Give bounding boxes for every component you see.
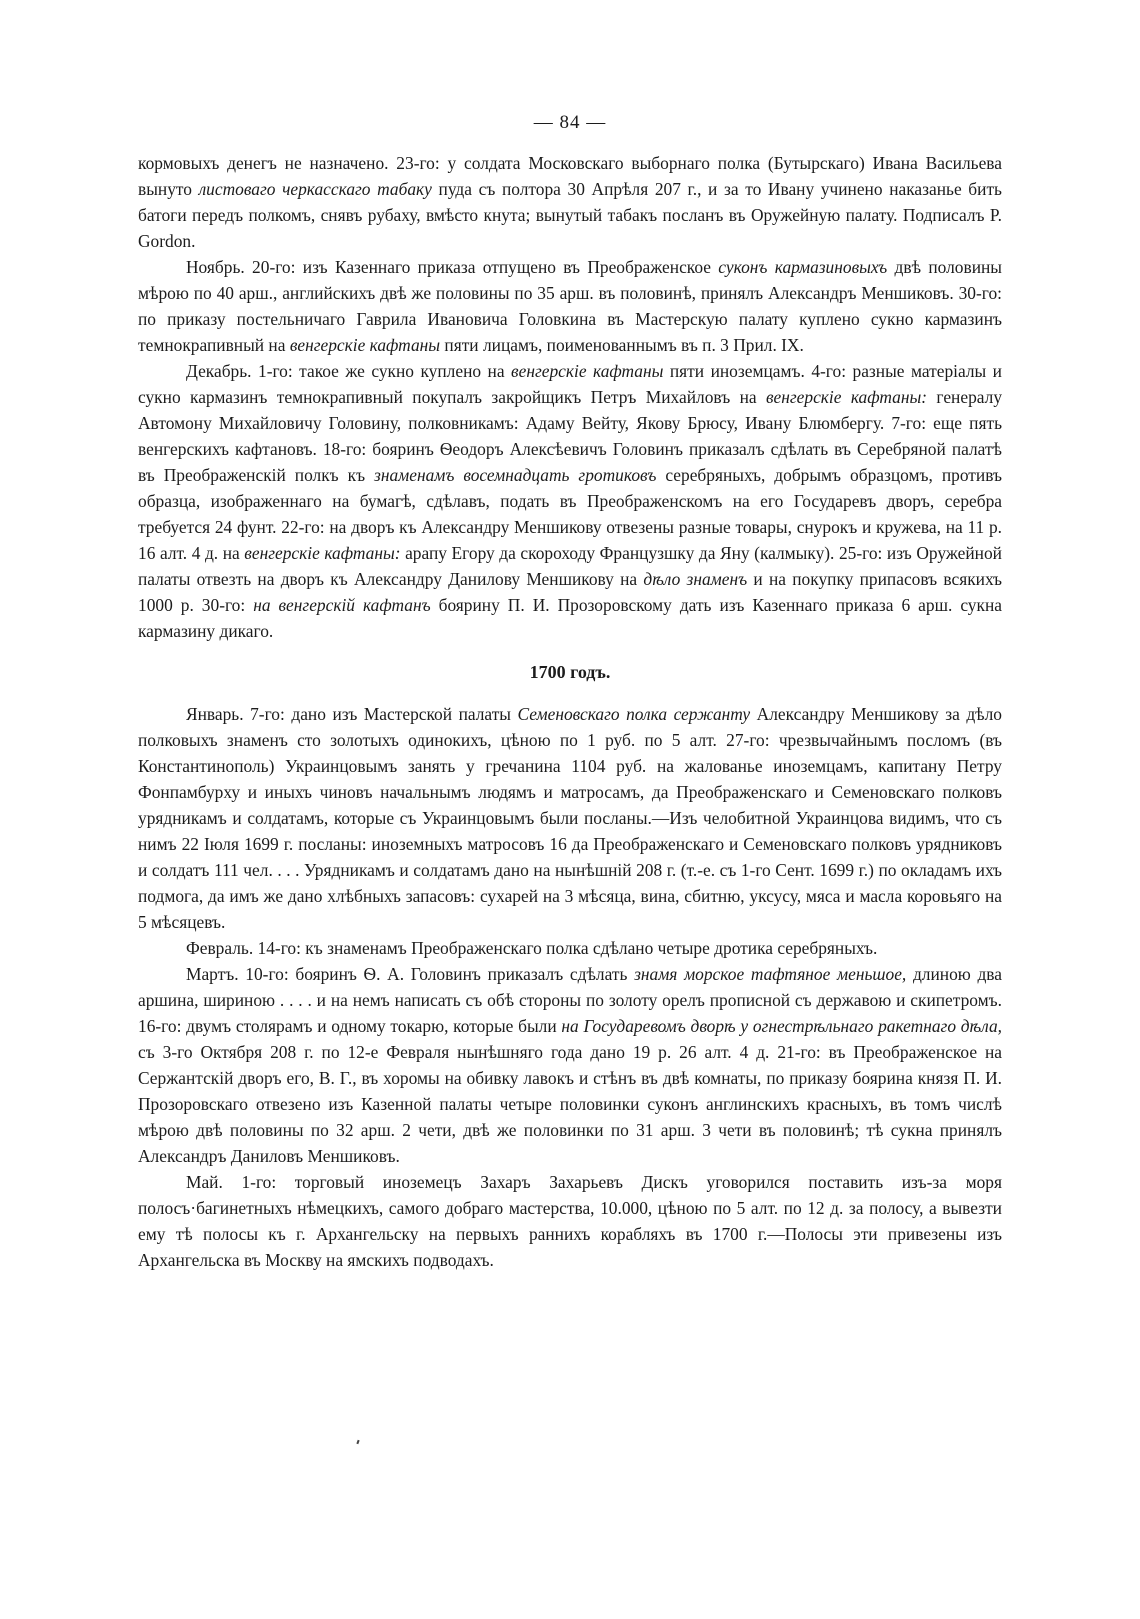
italic-phrase: листоваго черкасскаго табаку bbox=[198, 179, 432, 199]
page-number: — 84 — bbox=[533, 112, 607, 133]
year-heading: 1700 годъ. bbox=[529, 662, 611, 682]
text-run: Мартъ. 10-го: бояринъ Ѳ. А. Головинъ приказалъ сдѣлать bbox=[186, 964, 635, 984]
text-run: пяти лицамъ, поименованнымъ въ п. 3 Прил. IX. bbox=[440, 335, 804, 355]
text-run: Май. 1-го: торговый иноземецъ Захаръ Захарьевъ Дискъ уговорился поставить изъ-за моря полосъ·багинетныхъ нѣмецкихъ, самого добраго мастерства, 10.000, цѣною по 5 алт. по 12 д. за полосу, а вывезти ему тѣ полосы къ г. Архангельску на первыхъ раннихъ корабляхъ въ 1700 г.—Полосы эти привезены изъ Архангельска въ Москву на ямскихъ подводахъ. bbox=[138, 1172, 1002, 1270]
text-run: арапу Егору да скороходу Французшку да Яну (калмыку). 25-го: изъ Оружейной палаты отвезть на дворъ къ Александру Данилову Меншикову на bbox=[138, 543, 1002, 589]
italic-phrase: на венгерскій кафтанъ bbox=[253, 595, 431, 615]
text-run: двѣ половины мѣрою по 40 арш., английскихъ двѣ же половины по 35 арш. въ половинѣ, принялъ Александръ Меншиковъ. 30-го: по приказу постельничаго Гаврила Ивановича Головкина въ Мастерскую палату куплено сукно кармазинъ темнокрапивный на bbox=[138, 257, 1002, 355]
paragraph-march bbox=[138, 961, 1002, 1169]
text-run: пуда съ полтора 30 Апрѣля 207 г., и за то Ивану учинено наказанье бить батоги передъ полкомъ, снявъ рубаху, вмѣсто кнута; вынутый табакъ посланъ въ Оружейную палату. Подписалъ P. Gordon. bbox=[138, 179, 1002, 251]
paragraph-february bbox=[138, 935, 1002, 961]
italic-phrase: Семеновскаго полка сержанту bbox=[517, 704, 751, 724]
text-run: пяти иноземцамъ. 4-го: разные матеріалы и сукно кармазинъ темнокрапивный покупалъ закройщикъ Петръ Михайловъ на bbox=[138, 361, 1002, 407]
text-run: боярину П. И. Прозоровскому дать изъ Казеннаго приказа 6 арш. сукна кармазину дикаго. bbox=[138, 595, 1002, 641]
italic-phrase: дѣло знаменъ bbox=[643, 569, 748, 589]
text-run: Александру Меншикову за дѣло полковыхъ знаменъ сто золотыхъ одинокихъ, цѣною по 1 руб. по 5 алт. 27-го: чрезвычайнымъ посломъ (въ Константинополь) Украинцовымъ занять у гречанина 1104 руб. на жалованье иноземцамъ, капитану Петру Фонпамбурху и иныхъ чиновъ начальнымъ людямъ и матросамъ, да Преображенскаго и Семеновскаго полковъ урядникамъ и солдатамъ, которые съ Украинцовымъ были посланы.—Изъ челобитной Украинцова видимъ, что съ нимъ 22 Іюля 1699 г. посланы: иноземныхъ матросовъ 16 да Преображенскаго и Семеновскаго полковъ урядниковъ и солдатъ 111 чел. . . . Урядникамъ и солдатамъ дано на нынѣшній 208 г. (т.-е. съ 1-го Сент. 1699 г.) по окладамъ ихъ подмога, да имъ же дано хлѣбныхъ запасовъ: сухарей на 3 мѣсяца, вина, сбитню, уксусу, мяса и масла коровьяго на 5 мѣсяцевъ. bbox=[138, 704, 1002, 932]
scan-speck bbox=[356, 1440, 359, 1444]
italic-phrase: знаменамъ восемнадцать гротиковъ bbox=[374, 465, 657, 485]
text-run: Ноябрь. 20-го: изъ Казеннаго приказа отпущено въ Преображенское bbox=[186, 257, 719, 277]
text-run: Декабрь. 1-го: такое же сукно куплено на bbox=[186, 361, 512, 381]
text-run: серебряныхъ, добрымъ образцомъ, противъ образца, изображеннаго на бумагѣ, сдѣлавъ, подать въ Преображенскомъ на его Государевъ дворъ, серебра требуется 24 фунт. 22-го: на дворъ къ Александру Меншикову отвезены разные товары, снурокъ и кружева, на 11 р. 16 алт. 4 д. на bbox=[138, 465, 1002, 563]
paragraph-december bbox=[138, 358, 1002, 644]
italic-phrase: венгерскіе кафтаны: bbox=[765, 387, 928, 407]
paragraph-november bbox=[138, 254, 1002, 358]
italic-phrase: на Государевомъ дворѣ у огнестрѣльнаго ракетнаго дѣла, bbox=[561, 1016, 1002, 1036]
text-run: длиною два аршина, шириною . . . . и на немъ написать съ обѣ стороны по золоту орелъ прописной съ державою и скипетромъ. 16-го: двумъ столярамъ и одному токарю, которые были bbox=[138, 964, 1003, 1036]
text-run: Январь. 7-го: дано изъ Мастерской палаты bbox=[186, 704, 518, 724]
italic-phrase: суконъ кармазиновыхъ bbox=[718, 257, 888, 277]
paragraph bbox=[138, 150, 1002, 254]
italic-phrase: знамя морское тафтяное меньшое, bbox=[634, 964, 907, 984]
italic-phrase: венгерскіе кафтаны bbox=[289, 335, 441, 355]
text-run: съ 3-го Октября 208 г. по 12-е Февраля нынѣшняго года дано 19 р. 26 алт. 4 д. 21-го: въ Преображенское на Сержантскій дворъ его, В. Г., въ хоромы на обивку лавокъ и стѣнъ въ двѣ комнаты, по приказу боярина князя П. И. Прозоровскаго отвезено изъ Казенной палаты четыре половинки суконъ англинскихъ красныхъ, въ томъ числѣ мѣрою двѣ половины по 32 арш. 2 чети, двѣ же половинки по 31 арш. 3 чети въ половинѣ; тѣ сукна принялъ Александръ Даниловъ Меншиковъ. bbox=[138, 1042, 1002, 1166]
paragraph-january bbox=[138, 701, 1002, 935]
entries-1699 bbox=[138, 150, 1002, 644]
paragraph-may bbox=[138, 1169, 1002, 1273]
text-run: генералу Автомону Михайловичу Головину, полковникамъ: Адаму Вейту, Якову Брюсу, Ивану Блюмбергу. 7-го: еще пять венгерскихъ кафтановъ. 18-го: бояринъ Ѳеодоръ Алексѣевичъ Головинъ приказалъ сдѣлать въ Серебряной палатѣ въ Преображенскій полкъ къ bbox=[138, 387, 1003, 485]
italic-phrase: венгерскіе кафтаны bbox=[511, 361, 664, 381]
entries-1700 bbox=[138, 701, 1002, 1273]
text-run: Февраль. 14-го: къ знаменамъ Преображенскаго полка сдѣлано четыре дротика серебряныхъ. bbox=[186, 938, 878, 958]
text-run: и на покупку припасовъ всякихъ 1000 р. 30-го: bbox=[138, 569, 1002, 615]
text-run: кормовыхъ денегъ не назначено. 23-го: у солдата Московскаго выборнаго полка (Бутырскаго) Ивана Васильева вынуто bbox=[138, 153, 1002, 199]
italic-phrase: венгерскіе кафтаны: bbox=[244, 543, 401, 563]
